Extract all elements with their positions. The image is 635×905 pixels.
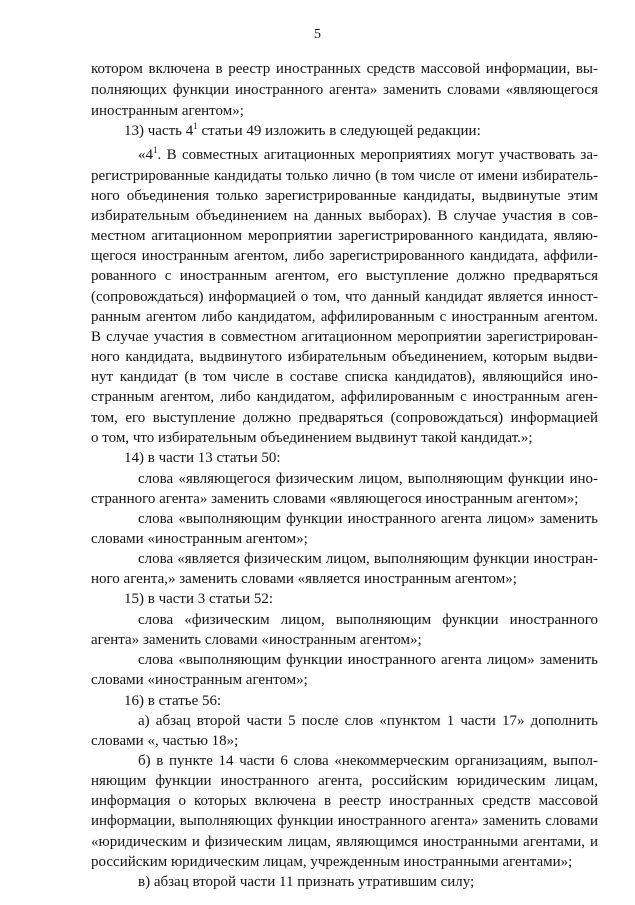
text-line: (сопровождаться) информацией о том, что данный кандидат является инност- xyxy=(91,289,598,305)
text-line: слова «выполняющим функции иностранного агента лицом» заменить xyxy=(138,511,598,527)
text-line: рованного с иностранным агентом, его выступление должно предваряться xyxy=(91,268,598,284)
text-line: ного агента,» заменить словами «является иностранным агентом»; xyxy=(91,571,517,587)
text-line: нут кандидат (в том числе в составе списка кандидатов), являющийся ино- xyxy=(91,369,598,385)
text-line: избирательным объединением на данных выборах). В случае участия в сов- xyxy=(91,208,598,224)
text-line: информация о которых включена в реестр иностранных средств массовой xyxy=(91,793,598,809)
text-line: о том, что избирательным объединением выдвинут такой кандидат.»; xyxy=(91,430,533,446)
text-line: регистрированные кандидаты только лично (в том числе от имени избиратель- xyxy=(91,168,598,184)
quote-start: «4 xyxy=(138,147,153,163)
text-line xyxy=(124,121,598,141)
item-13-text: 13) часть 4 xyxy=(124,123,194,139)
text-line xyxy=(138,145,598,165)
text-line: агента» заменить словами «иностранным агентом»; xyxy=(91,632,422,648)
text-line: 16) в статье 56: xyxy=(124,693,222,709)
text-line: российским юридическим лицам, учрежденным иностранными агентами»; xyxy=(91,854,573,870)
text-line: странного агента» заменить словами «являющегося иностранным агентом»; xyxy=(91,491,579,507)
text-line: 14) в части 13 статьи 50: xyxy=(124,450,281,466)
page-number: 5 xyxy=(314,27,321,42)
text-line: словами «иностранным агентом»; xyxy=(91,531,308,547)
text-line: ного кандидата, выдвинутого избирательным объединением, которым выдви- xyxy=(91,349,598,365)
text-line: котором включена в реестр иностранных средств массовой информации, вы- xyxy=(91,61,598,77)
text-line: слова «являющегося физическим лицом, выполняющим функции ино- xyxy=(138,471,598,487)
text-line: информации, выполняющих функции иностранного агента» заменить словами xyxy=(91,813,598,829)
text-line: странным агентом, либо кандидатом, аффилированным с иностранным аген- xyxy=(91,389,598,405)
text-line: слова «физическим лицом, выполняющим функции иностранного xyxy=(138,612,598,628)
text-line: словами «, частью 18»; xyxy=(91,733,239,749)
text-line: иностранным агентом»; xyxy=(91,103,244,119)
text-line: в) абзац второй части 11 признать утратившим силу; xyxy=(138,874,475,890)
text-line: местном агитационном мероприятии зарегистрированного кандидата, являю- xyxy=(91,228,598,244)
text-line: а) абзац второй части 5 после слов «пунктом 1 части 17» дополнить xyxy=(138,713,598,729)
text-line: В случае участия в совместном агитационном мероприятии зарегистрирован- xyxy=(91,329,598,345)
text-line: б) в пункте 14 части 6 слова «некоммерческим организациям, выпол- xyxy=(138,753,598,769)
text-line: слова «выполняющим функции иностранного агента лицом» заменить xyxy=(138,652,598,668)
text-line: «юридическим и физическим лицам, являющимся иностранными агентами, и xyxy=(91,834,598,850)
superscript: 1 xyxy=(193,121,198,131)
text-line: том, его выступление должно предваряться (сопровождаться) информацией xyxy=(91,410,598,426)
text-line: словами «иностранным агентом»; xyxy=(91,672,308,688)
text-line: щегося иностранным агентом, либо зарегистрированного кандидата, аффили- xyxy=(91,248,598,264)
text-line: ранным агентом либо кандидатом, аффилированным с иностранным агентом. xyxy=(91,309,598,325)
text-line: полняющих функции иностранного агента» заменить словами «являющегося xyxy=(91,82,598,98)
superscript: 1 xyxy=(153,145,158,155)
text-line: слова «является физическим лицом, выполняющим функции иностран- xyxy=(138,551,598,567)
text-line: 15) в части 3 статьи 52: xyxy=(124,591,274,607)
item-13-text-rest: статьи 49 изложить в следующей редакции: xyxy=(197,123,481,139)
text-line: ного объединения только зарегистрированные кандидаты, выдвинутые этим xyxy=(91,188,598,204)
quote-text: . В совместных агитационных мероприятиях могут участвовать за- xyxy=(157,147,598,163)
text-line: няющим функции иностранного агента, российским юридическим лицам, xyxy=(91,773,598,789)
